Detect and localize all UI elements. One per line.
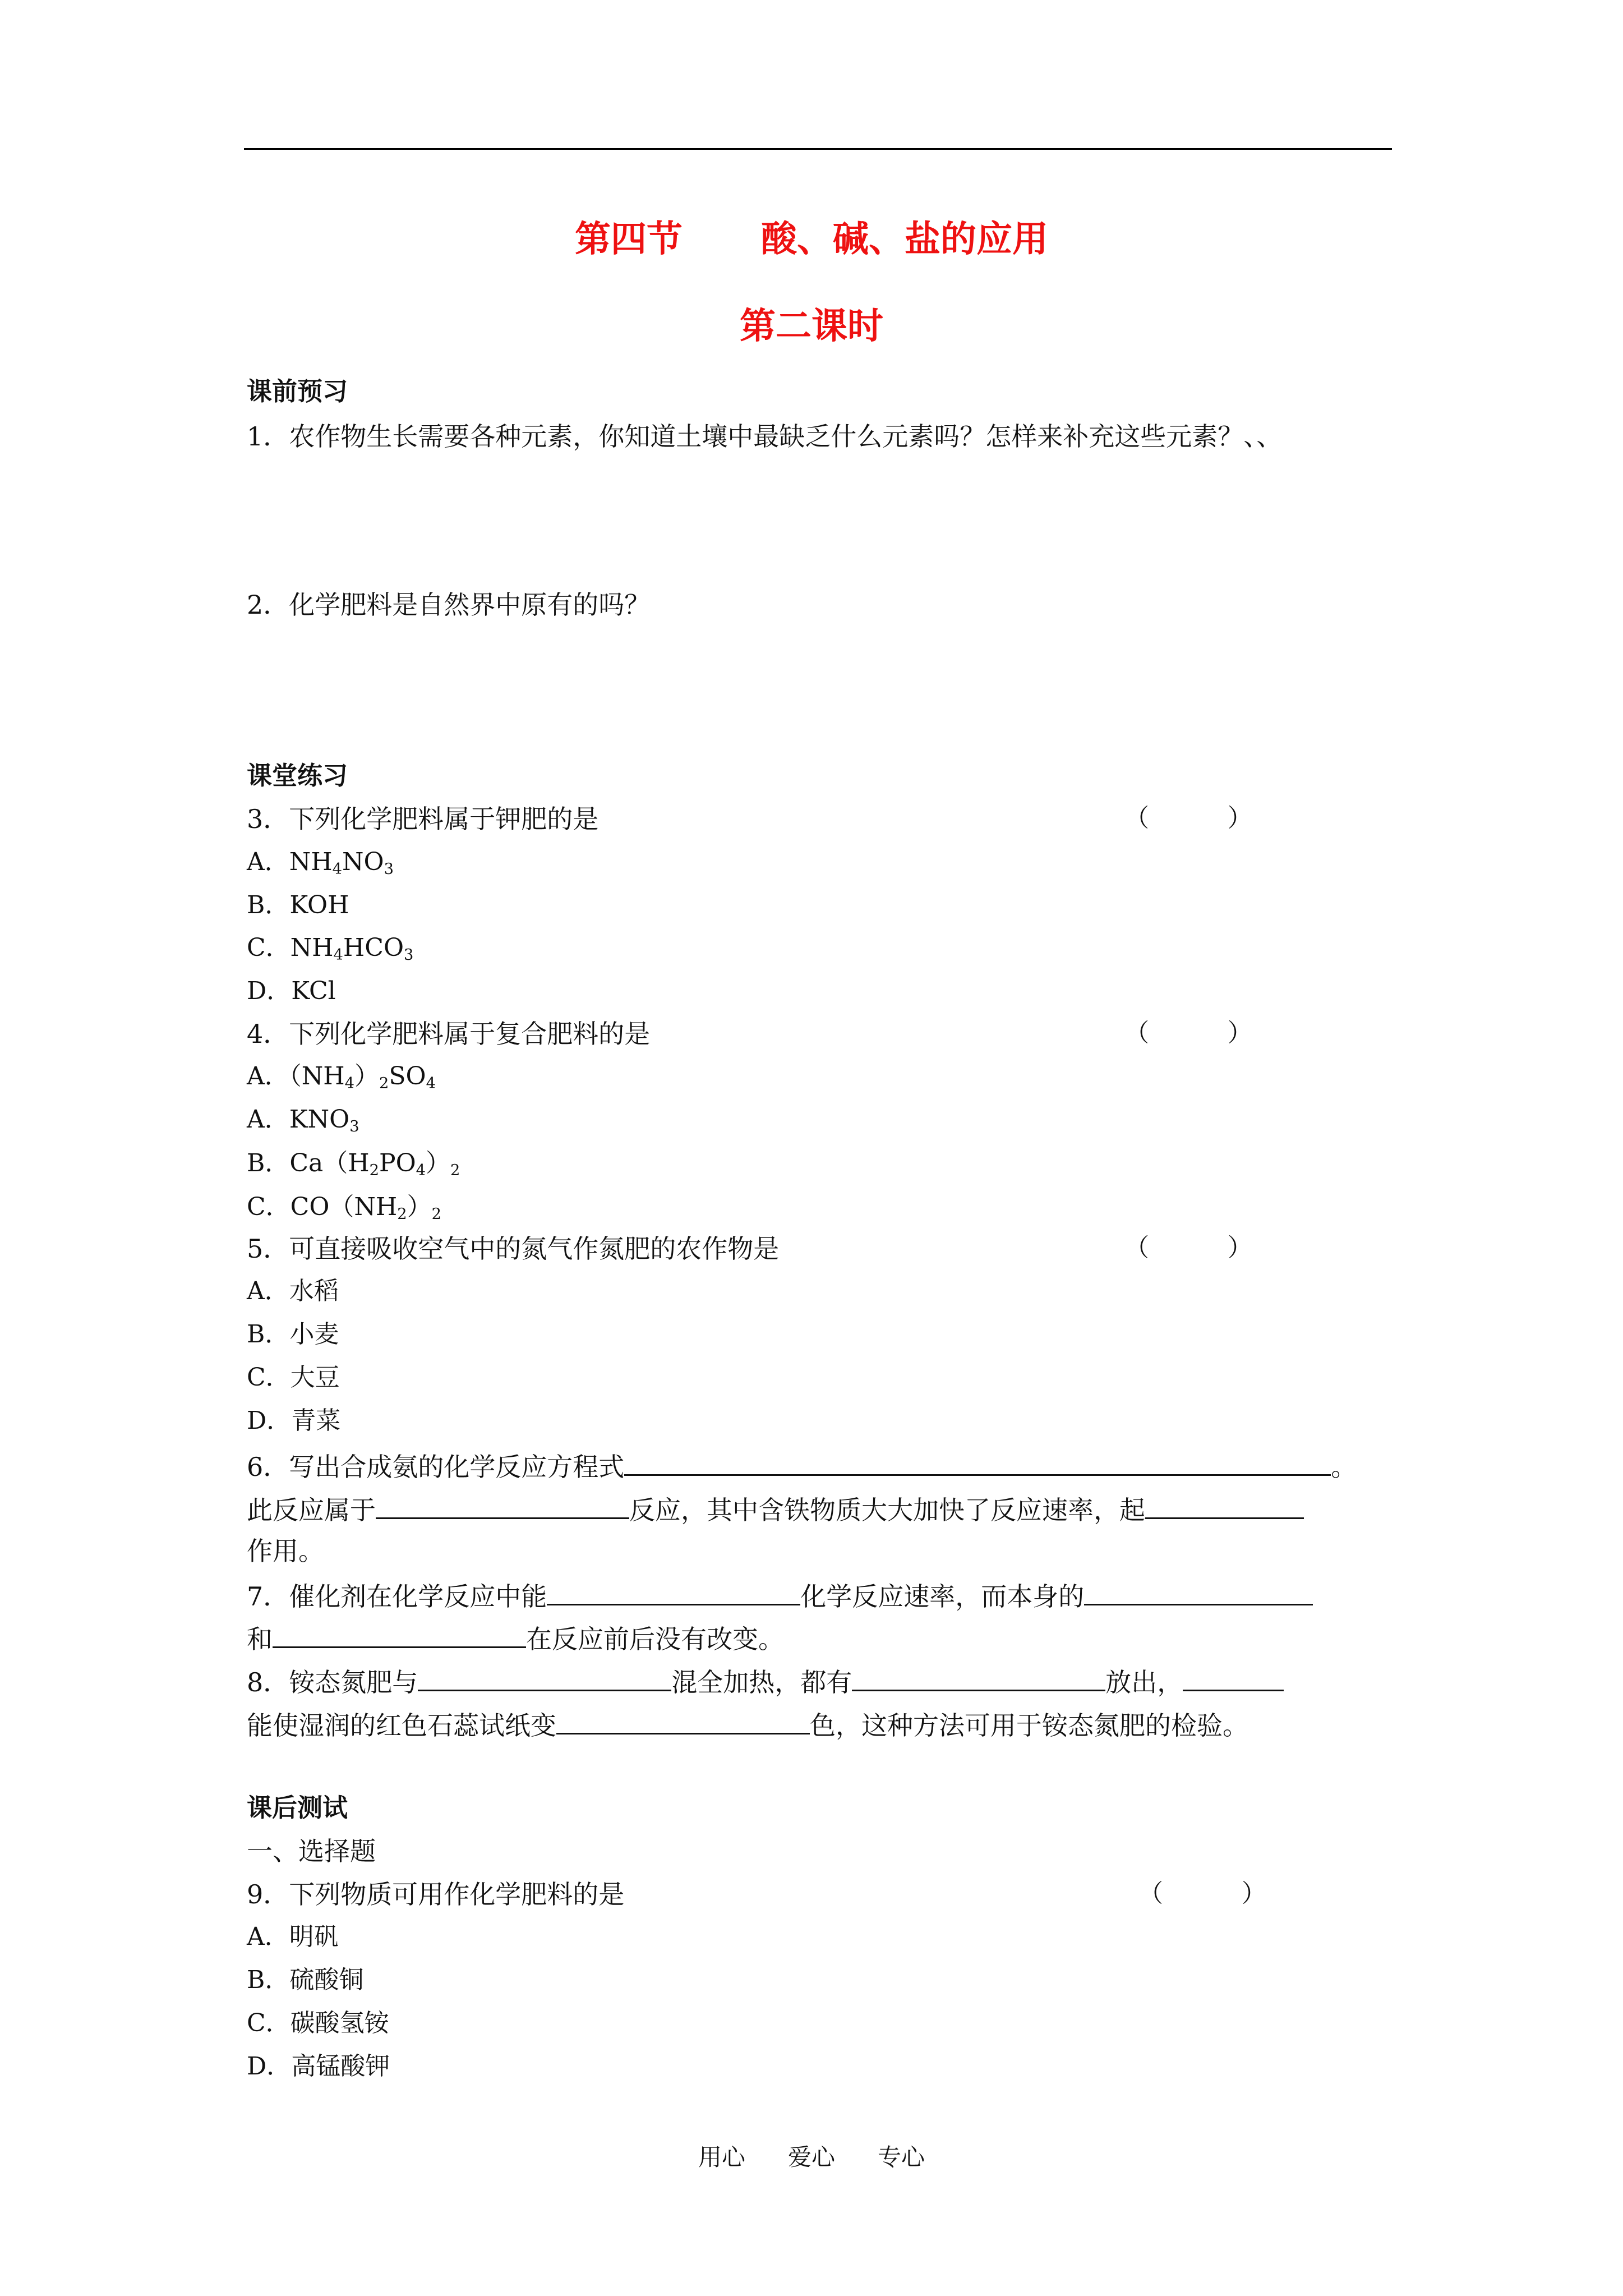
fill-blank[interactable]: [376, 1495, 629, 1519]
option-b: B．小麦: [247, 1320, 339, 1349]
footer-text: 爱心: [787, 2143, 835, 2171]
fill-blank[interactable]: [1183, 1667, 1284, 1691]
question-6-line-1: 6．写出合成氨的化学反应方程式 。: [247, 1452, 1357, 1482]
question-2: 2．化学肥料是自然界中原有的吗？: [247, 590, 651, 620]
section-heading-classwork: 课堂练习: [247, 761, 348, 790]
option-c: C．碳酸氢铵: [247, 2009, 389, 2037]
header-rule: [244, 148, 1392, 150]
question-7-line-1: 7．催化剂在化学反应中能 化学反应速率，而本身的: [247, 1581, 1313, 1609]
question-7-line-2: 和 在反应前后没有改变。: [247, 1624, 784, 1654]
page-footer: [0, 2143, 1623, 2171]
footer-text: 专心: [878, 2143, 925, 2171]
option-c: C．$CO(NH_2)_2$: [247, 1193, 441, 1223]
option-a: A．明矾: [247, 1922, 339, 1951]
page-title: [0, 219, 1623, 260]
question-4-stem: 4．下列化学肥料属于复合肥料的是: [247, 1019, 651, 1049]
question-3-stem: 3．下列化学肥料属于钾肥的是: [247, 804, 599, 834]
question-6-line-2: 此反应属于 反应，其中含铁物质大大加快了反应速率，起: [247, 1495, 1304, 1523]
footer-text: 用心: [698, 2143, 745, 2171]
section-heading-preview: 课前预习: [247, 376, 348, 406]
option-c: C．大豆: [247, 1363, 340, 1392]
option-d: D．高锰酸钾: [247, 2052, 390, 2081]
question-6-line-3: 作用。: [247, 1536, 324, 1566]
fill-blank[interactable]: [547, 1581, 800, 1605]
fill-blank[interactable]: [852, 1667, 1105, 1691]
option-b: B．硫酸铜: [247, 1966, 364, 1994]
question-5-stem: 5．可直接吸收空气中的氮气作氮肥的农作物是: [247, 1234, 780, 1264]
subsection-heading: 一、选择题: [247, 1836, 376, 1866]
section-heading-posttest: 课后测试: [247, 1793, 348, 1823]
question-1: 1．农作物生长需要各种元素，你知道土壤中最缺乏什么元素吗？怎样来补充这些元素？、、: [247, 421, 1283, 452]
question-8-line-2: 能使湿润的红色石蕊试纸变 色，这种方法可用于铵态氮肥的检验。: [247, 1710, 1248, 1741]
option-b: B．$Ca(H_2PO_4)_2$: [247, 1149, 460, 1179]
option-a: A．$KNO_3$: [247, 1105, 359, 1135]
option-a: A．$(NH_4)_2SO_4$: [247, 1062, 436, 1092]
title-section: 第四节: [575, 219, 683, 260]
answer-parentheses[interactable]: （ ）: [1124, 1019, 1252, 1047]
fill-blank[interactable]: [624, 1452, 1331, 1476]
option-b: B．KOH: [247, 891, 349, 919]
option-c: C．$NH_4HCO_3$: [247, 933, 414, 964]
answer-parentheses[interactable]: （ ）: [1124, 1234, 1252, 1262]
answer-parentheses[interactable]: （ ）: [1138, 1879, 1266, 1908]
lesson-title: 第二课时: [740, 306, 883, 347]
option-d: D．KCl: [247, 977, 336, 1005]
answer-parentheses[interactable]: （ ）: [1124, 804, 1252, 832]
option-a: A．$NH_4NO_3$: [247, 848, 394, 878]
fill-blank[interactable]: [418, 1667, 671, 1691]
fill-blank[interactable]: [1145, 1495, 1304, 1519]
question-8-line-1: 8．铵态氮肥与 混全加热，都有 放出，: [247, 1667, 1284, 1695]
option-d: D．青菜: [247, 1406, 341, 1435]
fill-blank[interactable]: [556, 1710, 810, 1734]
title-topic: 酸、碱、盐的应用: [761, 219, 1048, 260]
fill-blank[interactable]: [1084, 1581, 1313, 1605]
option-a: A．水稻: [247, 1277, 339, 1305]
question-9-stem: 9．下列物质可用作化学肥料的是: [247, 1879, 625, 1910]
fill-blank[interactable]: [273, 1624, 526, 1648]
